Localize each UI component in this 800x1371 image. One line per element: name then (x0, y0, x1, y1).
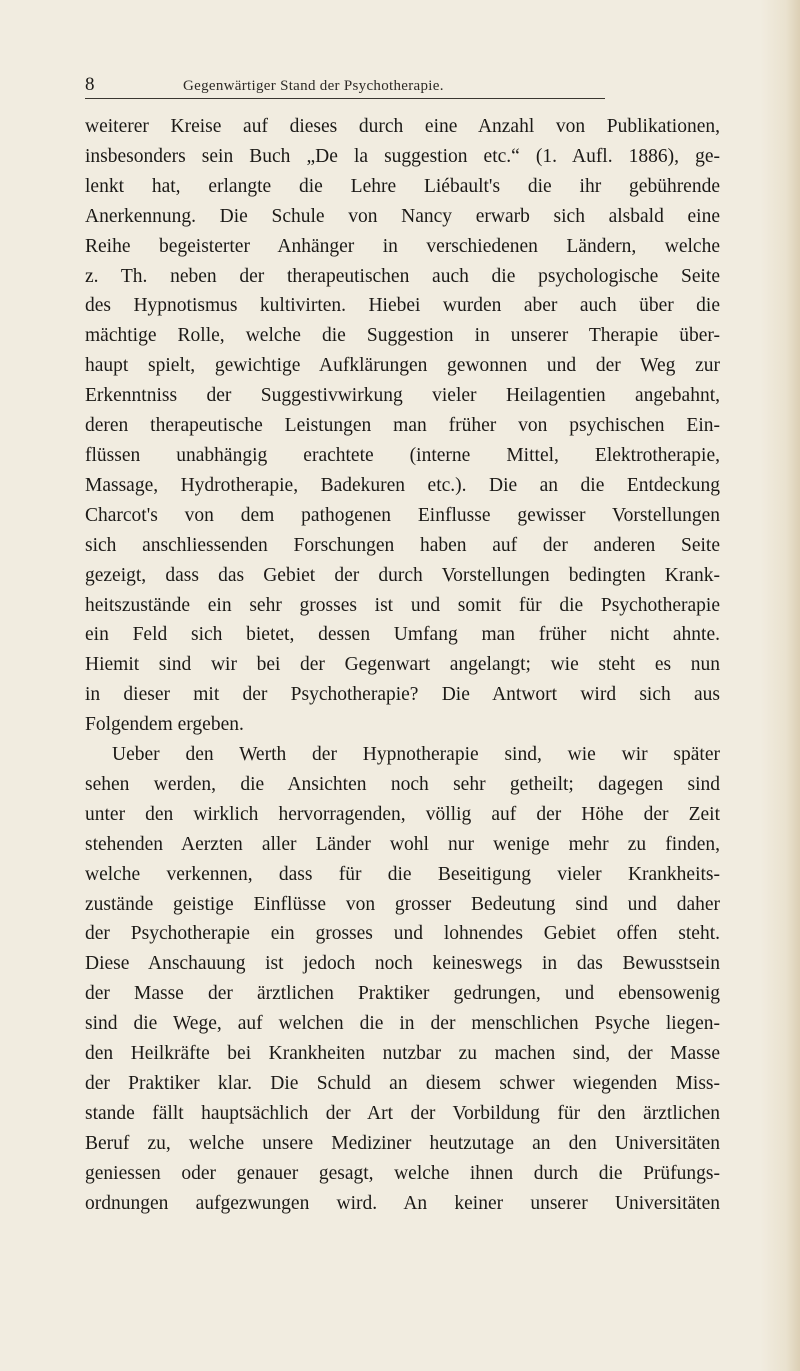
text-line: Reihe begeisterter Anhänger in verschiedenen Ländern, welche (85, 235, 720, 257)
text-line: Hiemit sind wir bei der Gegenwart angelangt; wie steht es nun (85, 654, 720, 676)
text-line: insbesonders sein Buch „De la suggestion etc.“ (1. Aufl. 1886), ge- (85, 145, 720, 167)
text-line: stehenden Aerzten aller Länder wohl nur wenige mehr zu finden, (85, 833, 720, 855)
text-line: sehen werden, die Ansichten noch sehr getheilt; dagegen sind (85, 773, 720, 795)
text-line: der Masse der ärztlichen Praktiker gedrungen, und ebensowenig (85, 983, 720, 1005)
text-line: Beruf zu, welche unsere Mediziner heutzutage an den Universitäten (85, 1132, 720, 1154)
text-line: heitszustände ein sehr grosses ist und somit für die Psychotherapie (85, 594, 720, 616)
page-number: 8 (85, 74, 95, 95)
body-text (85, 112, 720, 1219)
text-line: mächtige Rolle, welche die Suggestion in unserer Therapie über- (85, 325, 720, 347)
text-line: flüssen unabhängig erachtete (interne Mittel, Elektrotherapie, (85, 444, 720, 466)
text-line: unter den wirklich hervorragenden, völlig auf der Höhe der Zeit (85, 803, 720, 825)
text-line: der Praktiker klar. Die Schuld an diesem schwer wiegenden Miss- (85, 1073, 720, 1094)
text-line: deren therapeutische Leistungen man früher von psychischen Ein- (85, 415, 720, 437)
text-line: geniessen oder genauer gesagt, welche ihnen durch die Prüfungs- (85, 1162, 720, 1184)
text-line: Diese Anschauung ist jedoch noch keineswegs in das Bewusstsein (85, 953, 720, 975)
text-line: welche verkennen, dass für die Beseitigung vieler Krankheits- (85, 863, 720, 885)
text-line: des Hypnotismus kultivirten. Hiebei wurden aber auch über die (85, 295, 720, 317)
text-line: gezeigt, dass das Gebiet der durch Vorstellungen bedingten Krank- (85, 564, 720, 586)
text-line: Anerkennung. Die Schule von Nancy erwarb sich alsbald eine (85, 205, 720, 227)
text-line: weiterer Kreise auf dieses durch eine Anzahl von Publikationen, (85, 116, 720, 137)
text-line: lenkt hat, erlangte die Lehre Liébault's die ihr gebührende (85, 175, 720, 197)
text-line: stande fällt hauptsächlich der Art der Vorbildung für den ärztlichen (85, 1102, 720, 1124)
text-line: Erkenntniss der Suggestivwirkung vieler Heilagentien angebahnt, (85, 385, 720, 407)
text-line: sich anschliessenden Forschungen haben auf der anderen Seite (85, 534, 720, 556)
text-line: ordnungen aufgezwungen wird. An keiner unserer Universitäten (85, 1192, 720, 1214)
page-header (85, 74, 605, 99)
text-line: Massage, Hydrotherapie, Badekuren etc.). Die an die Entdeckung (85, 474, 720, 496)
paragraph-start-line: Ueber den Werth der Hypnotherapie sind, wie wir später (112, 744, 720, 766)
running-head: Gegenwärtiger Stand der Psychotherapie. (183, 78, 444, 94)
text-line: zustände geistige Einflüsse von grosser Bedeutung sind und daher (85, 893, 720, 915)
text-line: sind die Wege, auf welchen die in der menschlichen Psyche liegen- (85, 1013, 720, 1035)
text-line: der Psychotherapie ein grosses und lohnendes Gebiet offen steht. (85, 923, 720, 945)
text-line: in dieser mit der Psychotherapie? Die Antwort wird sich aus (85, 684, 720, 706)
text-line: z. Th. neben der therapeutischen auch die psychologische Seite (85, 265, 720, 287)
text-line: Charcot's von dem pathogenen Einflusse gewisser Vorstellungen (85, 504, 720, 526)
text-line: haupt spielt, gewichtige Aufklärungen gewonnen und der Weg zur (85, 355, 720, 377)
paragraph-end-line: Folgendem ergeben. (85, 714, 244, 736)
text-line: den Heilkräfte bei Krankheiten nutzbar zu machen sind, der Masse (85, 1043, 720, 1065)
text-line: ein Feld sich bietet, dessen Umfang man früher nicht ahnte. (85, 624, 720, 646)
